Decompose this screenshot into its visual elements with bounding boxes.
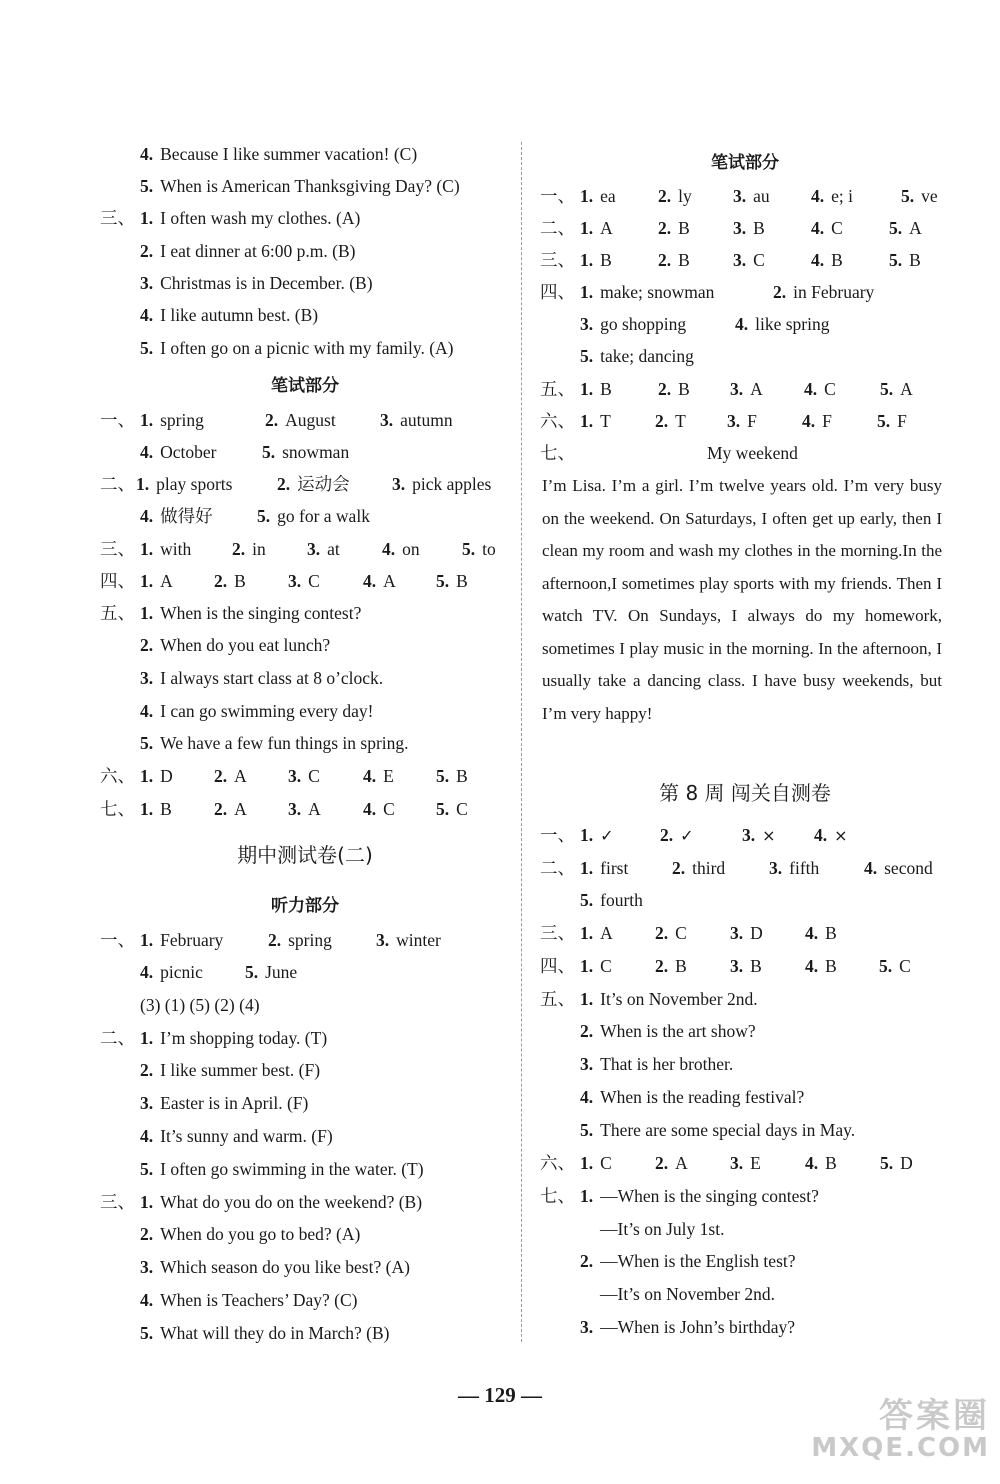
essay-body: I’m Lisa. I’m a girl. I’m twelve years old. I’m very busy on the weekend. On Saturdays, I often get up early, then I clean my room and wash my clothes in the morning.In the afternoon,I sometimes play sports with my friends. Then I watch TV. On Sundays, I always do my homework, sometimes I play music in the morning. In the afternoon, I usually take a dancing class. I have busy weekends, but I’m very happy! [542,476,942,723]
answer-line: 5. fourth [580,890,643,910]
section-heading: 听力部分 [271,896,339,916]
answer-line: 3. Easter is in April. (F) [140,1093,309,1113]
answer-line: 二、 1. I’m shopping today. (T) [100,1028,328,1048]
answer-line: 5. I often go on a picnic with my family. (A) [140,338,454,358]
answer-line: 5. When is American Thanksgiving Day? (C) [140,176,460,196]
answer-line: 2. I eat dinner at 6:00 p.m. (B) [140,241,356,261]
page-number: — 129 — [458,1383,542,1407]
answer-line: 一、 1. ✓ 2. ✓ 3. × 4. × [540,825,848,845]
answer-line: 一、 1. February 2. spring 3. winter [100,930,441,950]
answer-line: 5. What will they do in March? (B) [140,1323,390,1343]
answer-line: 4. When is Teachers’ Day? (C) [140,1290,358,1310]
answer-line: 3. —When is John’s birthday? [580,1317,796,1337]
section-heading: 笔试部分 [271,376,339,396]
answer-line: 三、 1. I often wash my clothes. (A) [100,208,361,228]
answer-line: 5. take; dancing [580,346,694,366]
answer-line: 2. When is the art show? [580,1021,756,1041]
answer-line: —It’s on July 1st. [600,1219,725,1239]
answer-line: 二、 1. first 2. third 3. fifth 4. second [540,858,933,878]
answer-line: 七、 1. —When is the singing contest? [540,1186,819,1206]
watermark-text: 答案圈 [879,1396,990,1436]
answer-line: 三、 1. A 2. C 3. D 4. B [540,923,837,943]
answer-line: 4. Because I like summer vacation! (C) [140,144,418,164]
section-title: 第 8 周 闯关自测卷 [659,781,831,805]
answer-line: 4. October 5. snowman [140,442,350,462]
answer-line: 六、 1. C 2. A 3. E 4. B 5. D [540,1153,913,1173]
answer-line: 四、 1. C 2. B 3. B 4. B 5. C [540,956,911,976]
answer-line: 2. When do you eat lunch? [140,635,331,655]
answer-line: 3. That is her brother. [580,1054,734,1074]
answer-line: 二、 1. A 2. B 3. B 4. C 5. A [540,218,922,238]
answer-line: 三、 1. with 2. in 3. at 4. on 5. to [100,539,496,559]
answer-line: 4. I can go swimming every day! [140,701,374,721]
answer-line: 七、 1. B 2. A 3. A 4. C 5. C [100,799,468,819]
answer-line: 5. There are some special days in May. [580,1120,856,1140]
answer-line: 一、 1. spring 2. August 3. autumn [100,410,453,430]
answer-line: 三、 1. What do you do on the weekend? (B) [100,1192,423,1212]
answer-line: 二、1. play sports 2. 运动会 3. pick apples [100,474,492,494]
answer-line: (3) (1) (5) (2) (4) [140,995,260,1015]
section-title: 期中测试卷(二) [237,843,373,867]
answer-line: 三、 1. B 2. B 3. C 4. B 5. B [540,250,921,270]
answer-line: 四、 1. A 2. B 3. C 4. A 5. B [100,571,468,591]
answer-line: —It’s on November 2nd. [600,1284,775,1304]
answer-line: 3. Christmas is in December. (B) [140,273,373,293]
watermark-logo [790,1388,990,1463]
essay-title: My weekend [707,443,798,463]
answer-line: 五、 1. It’s on November 2nd. [540,989,758,1009]
answer-line: 七、 My weekend [540,443,798,463]
answer-line: 4. I like autumn best. (B) [140,305,319,325]
answer-line: 六、 1. T 2. T 3. F 4. F 5. F [540,411,907,431]
answer-line: 5. We have a few fun things in spring. [140,733,409,753]
answer-line: 4. It’s sunny and warm. (F) [140,1126,333,1146]
answer-line: 3. Which season do you like best? (A) [140,1257,410,1277]
answer-line: 4. When is the reading festival? [580,1087,805,1107]
answer-line: 4. 做得好 5. go for a walk [140,506,370,526]
answer-line: 2. —When is the English test? [580,1251,796,1271]
column-divider [521,142,522,1342]
answer-line: 4. picnic 5. June [140,962,298,982]
answer-line: 5. I often go swimming in the water. (T) [140,1159,424,1179]
answer-line: 五、 1. When is the singing contest? [100,603,362,623]
answer-line: 3. go shopping 4. like spring [580,314,830,334]
answer-line: 2. I like summer best. (F) [140,1060,321,1080]
answer-line: 2. When do you go to bed? (A) [140,1224,361,1244]
section-heading: 笔试部分 [711,153,779,173]
answer-line: 四、 1. make; snowman 2. in February [540,282,875,302]
watermark-url: MXQE.COM [811,1433,990,1463]
answer-line: 一、 1. ea 2. ly 3. au 4. e; i 5. ve [540,186,938,206]
answer-line: 五、 1. B 2. B 3. A 4. C 5. A [540,379,913,399]
answer-line: 六、 1. D 2. A 3. C 4. E 5. B [100,766,468,786]
answer-line: 3. I always start class at 8 o’clock. [140,668,384,688]
